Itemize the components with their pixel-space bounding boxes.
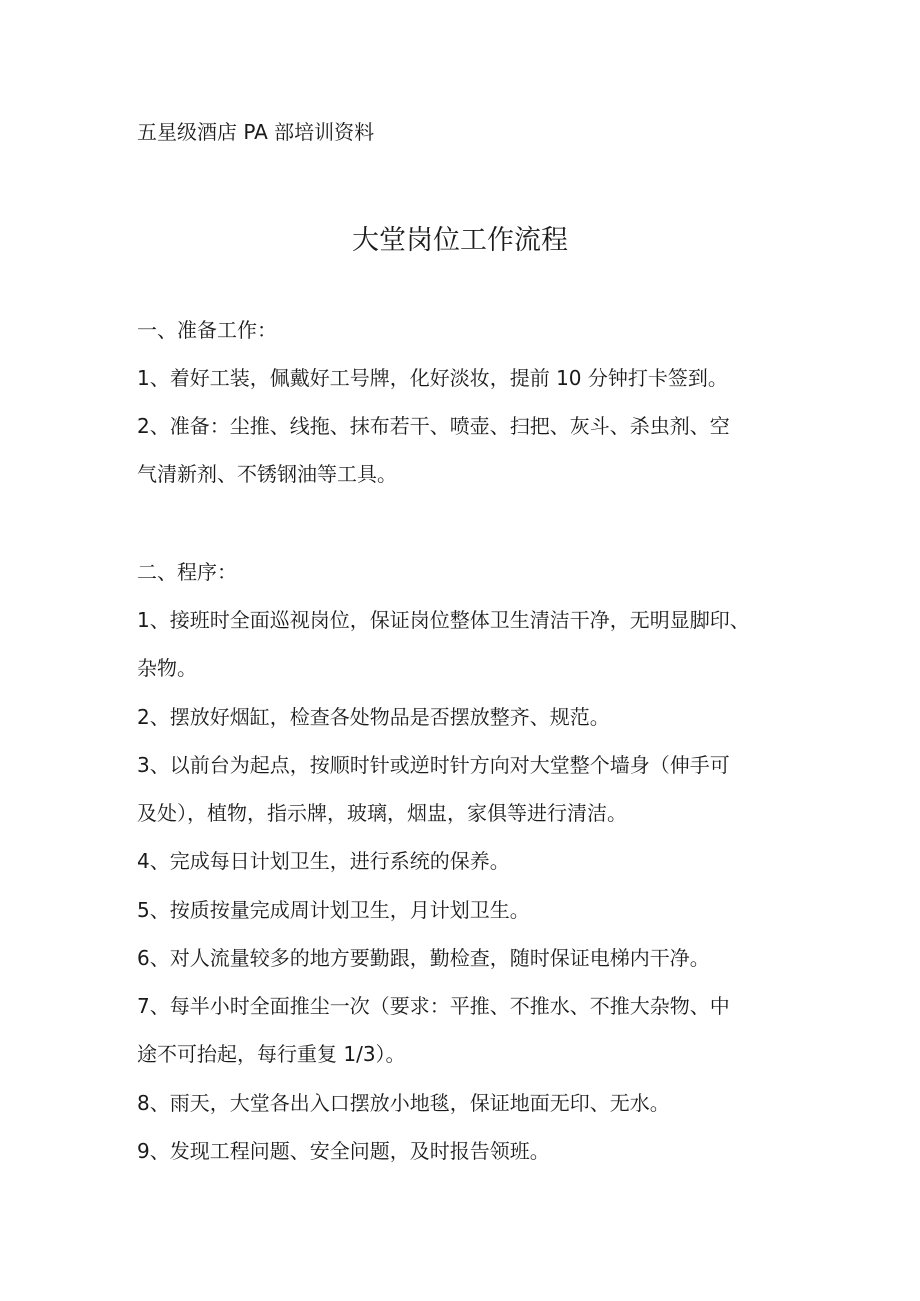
procedure-item-8: 8、雨天，大堂各出入口摆放小地毯，保证地面无印、无水。	[137, 1091, 670, 1115]
prep-item-1: 1、着好工装，佩戴好工号牌，化好淡妆，提前 10 分钟打卡签到。	[137, 366, 728, 390]
procedure-item-1-line-1: 1、接班时全面巡视岗位，保证岗位整体卫生清洁干净，无明显脚印、	[137, 608, 750, 632]
procedure-item-3-line-2: 及处），植物，指示牌，玻璃，烟盅，家俱等进行清洁。	[137, 801, 627, 825]
procedure-item-5: 5、按质按量完成周计划卫生，月计划卫生。	[137, 898, 530, 922]
section-heading-procedure: 二、程序：	[137, 560, 237, 584]
procedure-item-9: 9、发现工程问题、安全问题，及时报告领班。	[137, 1139, 550, 1163]
procedure-item-6: 6、对人流量较多的地方要勤跟，勤检查，随时保证电梯内干净。	[137, 946, 710, 970]
procedure-item-3-line-1: 3、以前台为起点，按顺时针或逆时针方向对大堂整个墙身（伸手可	[137, 753, 730, 777]
document-subtitle: 五星级酒店 PA 部培训资料	[137, 120, 375, 144]
procedure-item-7-line-2: 途不可抬起，每行重复 1/3）。	[137, 1042, 406, 1066]
procedure-item-4: 4、完成每日计划卫生，进行系统的保养。	[137, 849, 510, 873]
prep-item-2-line-1: 2、准备：尘推、线拖、抹布若干、喷壶、扫把、灰斗、杀虫剂、空	[137, 414, 730, 438]
section-heading-preparation: 一、准备工作：	[137, 318, 277, 342]
procedure-item-2: 2、摆放好烟缸，检查各处物品是否摆放整齐、规范。	[137, 705, 610, 729]
procedure-item-7-line-1: 7、每半小时全面推尘一次（要求：平推、不推水、不推大杂物、中	[137, 994, 730, 1018]
page-title: 大堂岗位工作流程	[352, 225, 568, 256]
procedure-item-1-line-2: 杂物。	[137, 656, 197, 680]
prep-item-2-line-2: 气清新剂、不锈钢油等工具。	[137, 462, 397, 486]
